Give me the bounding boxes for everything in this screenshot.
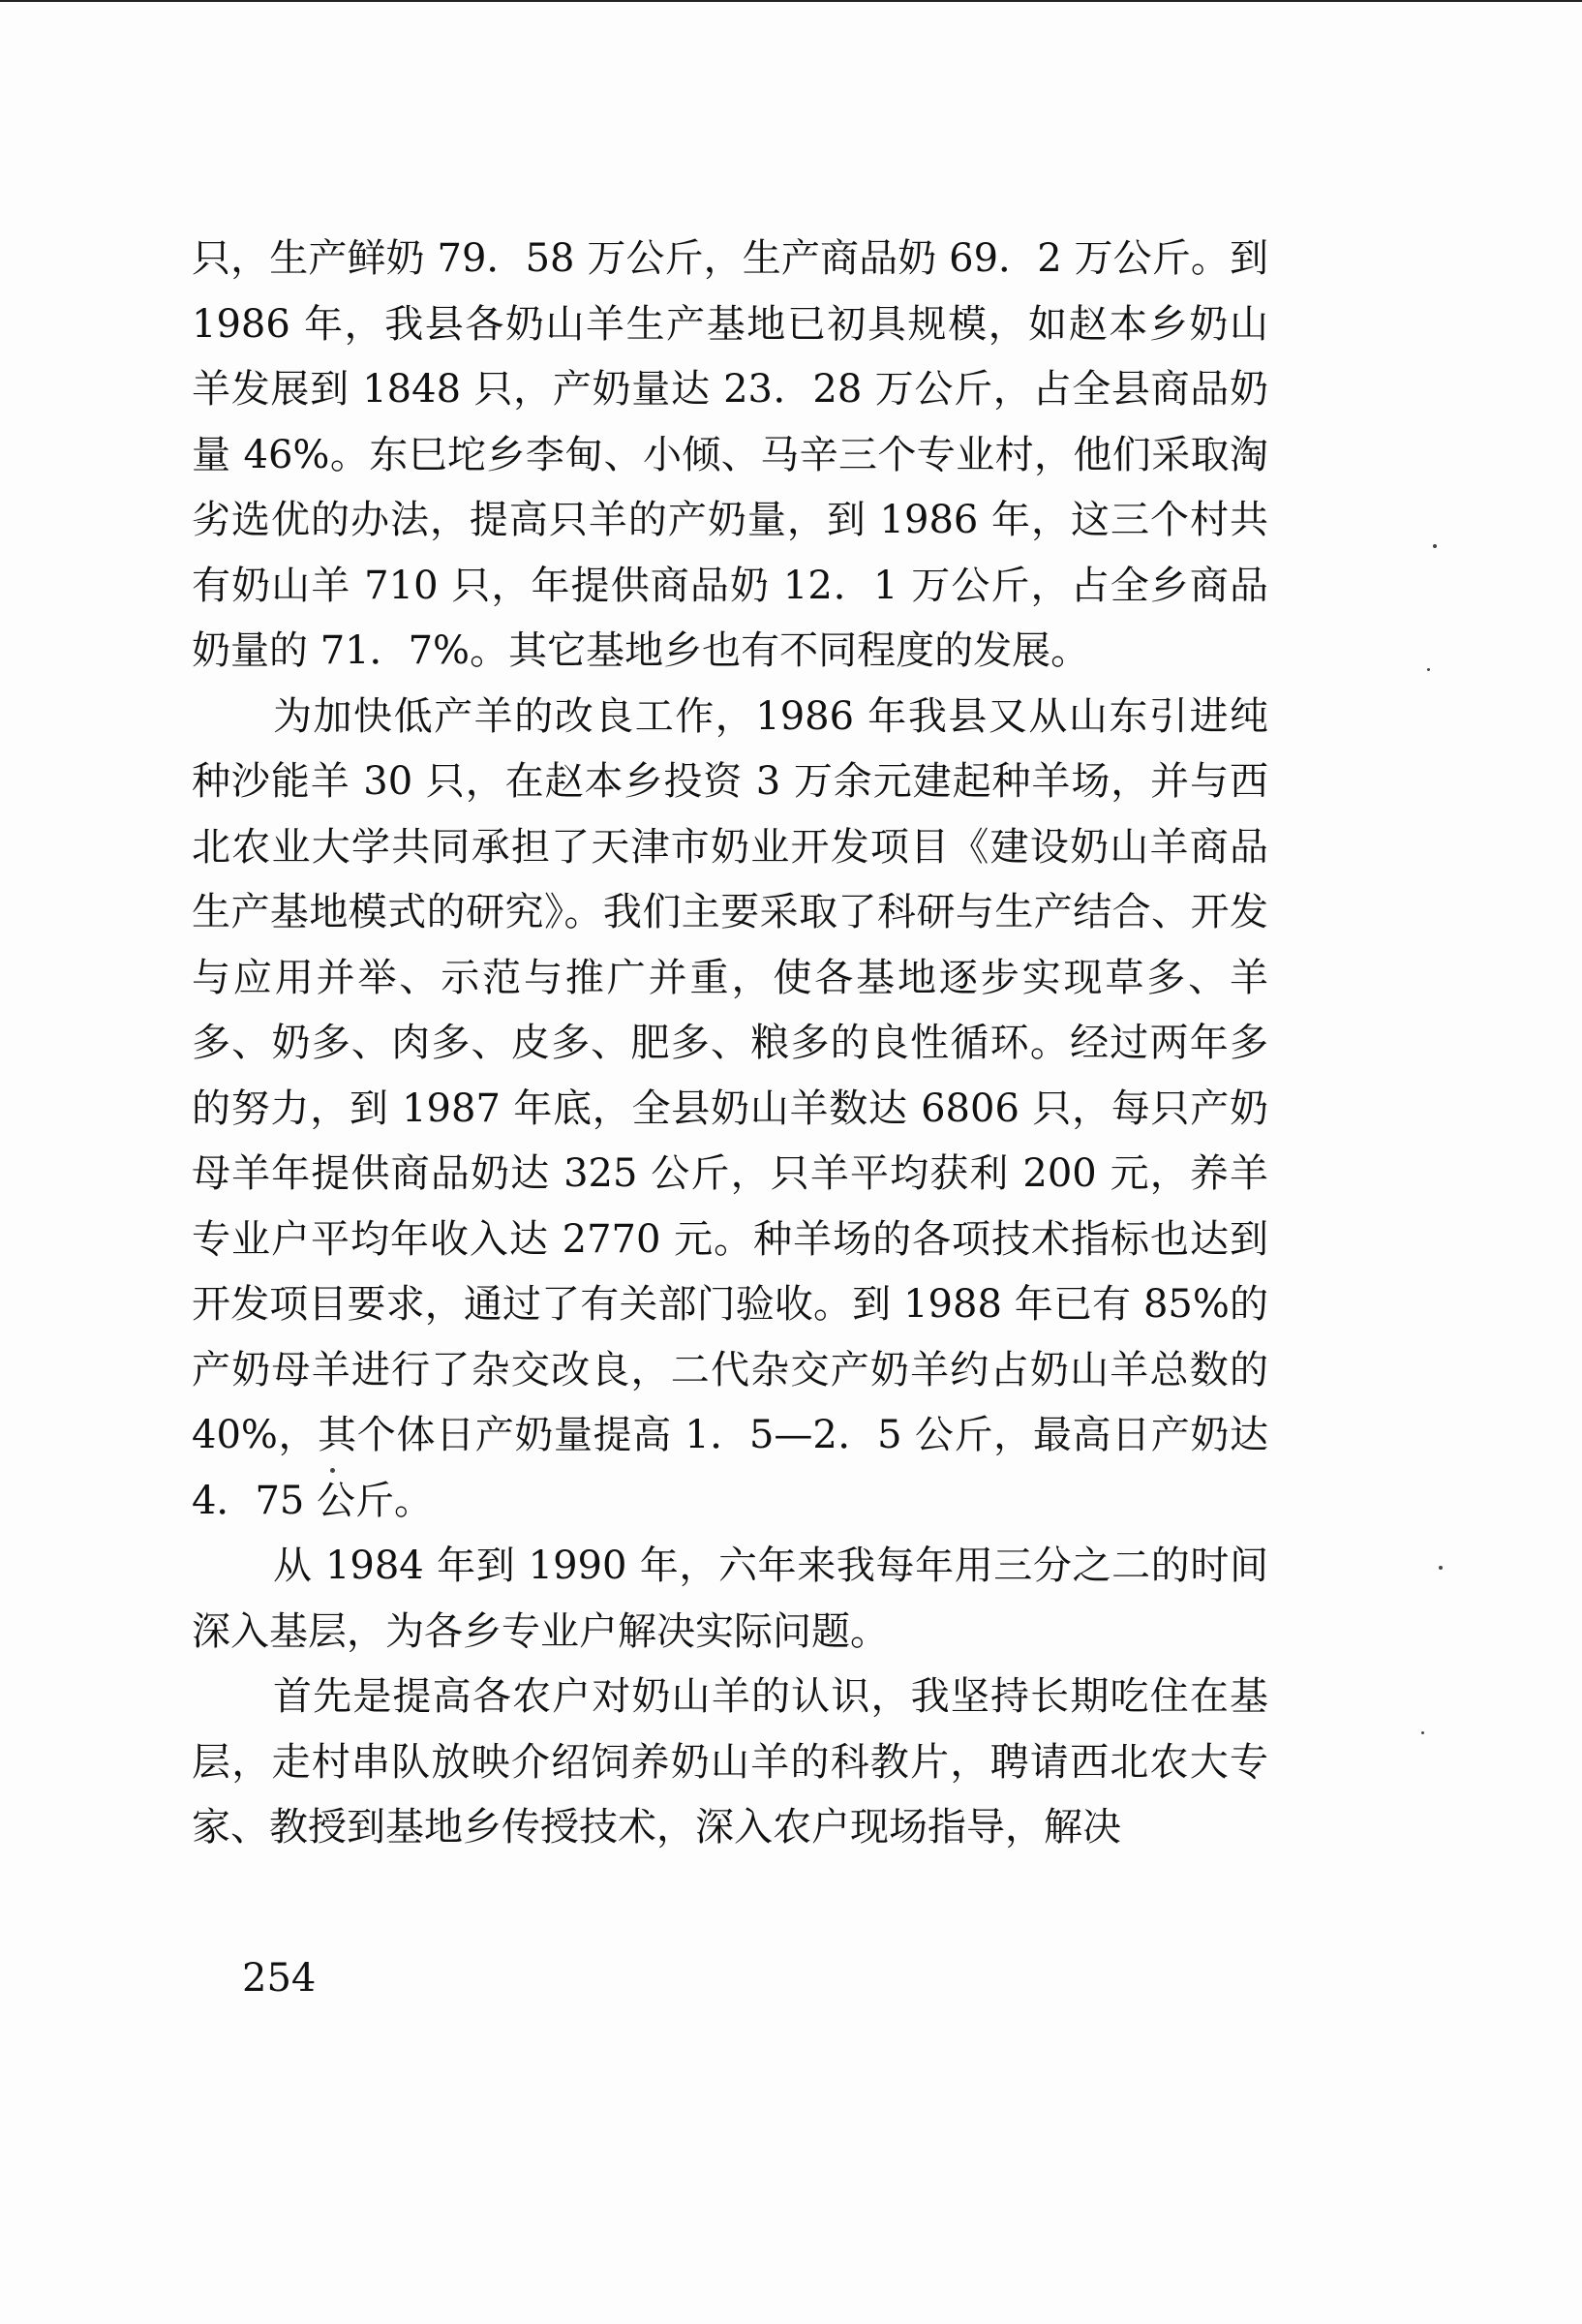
scan-speck [1427, 668, 1430, 671]
scan-top-edge [0, 0, 1582, 2]
paragraph-2: 为加快低产羊的改良工作，1986 年我县又从山东引进纯种沙能羊 30 只，在赵本乡投资 3 万余元建起种羊场，并与西北农业大学共同承担了天津市奶业开发项目《建设奶山羊商品生产基地模式的研究》。我们主要采取了科研与生产结合、开发与应用并举、示范与推广并重，使各基地逐步实现草多、羊多、奶多、肉多、皮多、肥多、粮多的良性循环。经过两年多的努力，到 1987 年底，全县奶山羊数达 6806 只，每只产奶母羊年提供商品奶达 325 公斤，只羊平均获利 200 元，养羊专业户平均年收入达 2770 元。种羊场的各项技术指标也达到开发项目要求，通过了有关部门验收。到 1988 年已有 85%的产奶母羊进行了杂交改良，二代杂交产奶羊约占奶山羊总数的 40%，其个体日产奶量提高 1．5—2．5 公斤，最高日产奶达 4．75 公斤。 [192, 693, 1268, 1523]
scan-speck [1421, 1731, 1424, 1734]
paragraph-3: 从 1984 年到 1990 年，六年来我每年用三分之二的时间深入基层，为各乡专业户解决实际问题。 [192, 1544, 1268, 1654]
paragraph-4: 首先是提高各农户对奶山羊的认识，我坚持长期吃住在基层，走村串队放映介绍饲养奶山羊的科教片，聘请西北农大专家、教授到基地乡传授技术，深入农户现场指导，解决 [192, 1674, 1268, 1850]
body-text [192, 227, 1268, 1861]
scan-speck [1439, 1566, 1443, 1570]
paragraph-1: 只，生产鲜奶 79．58 万公斤，生产商品奶 69．2 万公斤。到 1986 年，我县各奶山羊生产基地已初具规模，如赵本乡奶山羊发展到 1848 只，产奶量达 23．28 万公斤，占全县商品奶量 46%。东巳坨乡李甸、小倾、马辛三个专业村，他们采取淘劣选优的办法，提高只羊的产奶量，到 1986 年，这三个村共有奶山羊 710 只，年提供商品奶 12．1 万公斤，占全乡商品奶量的 71．7%。其它基地乡也有不同程度的发展。 [192, 236, 1268, 673]
scan-speck [330, 1468, 335, 1473]
scan-speck [1433, 544, 1437, 548]
page-number: 254 [242, 1956, 317, 2001]
